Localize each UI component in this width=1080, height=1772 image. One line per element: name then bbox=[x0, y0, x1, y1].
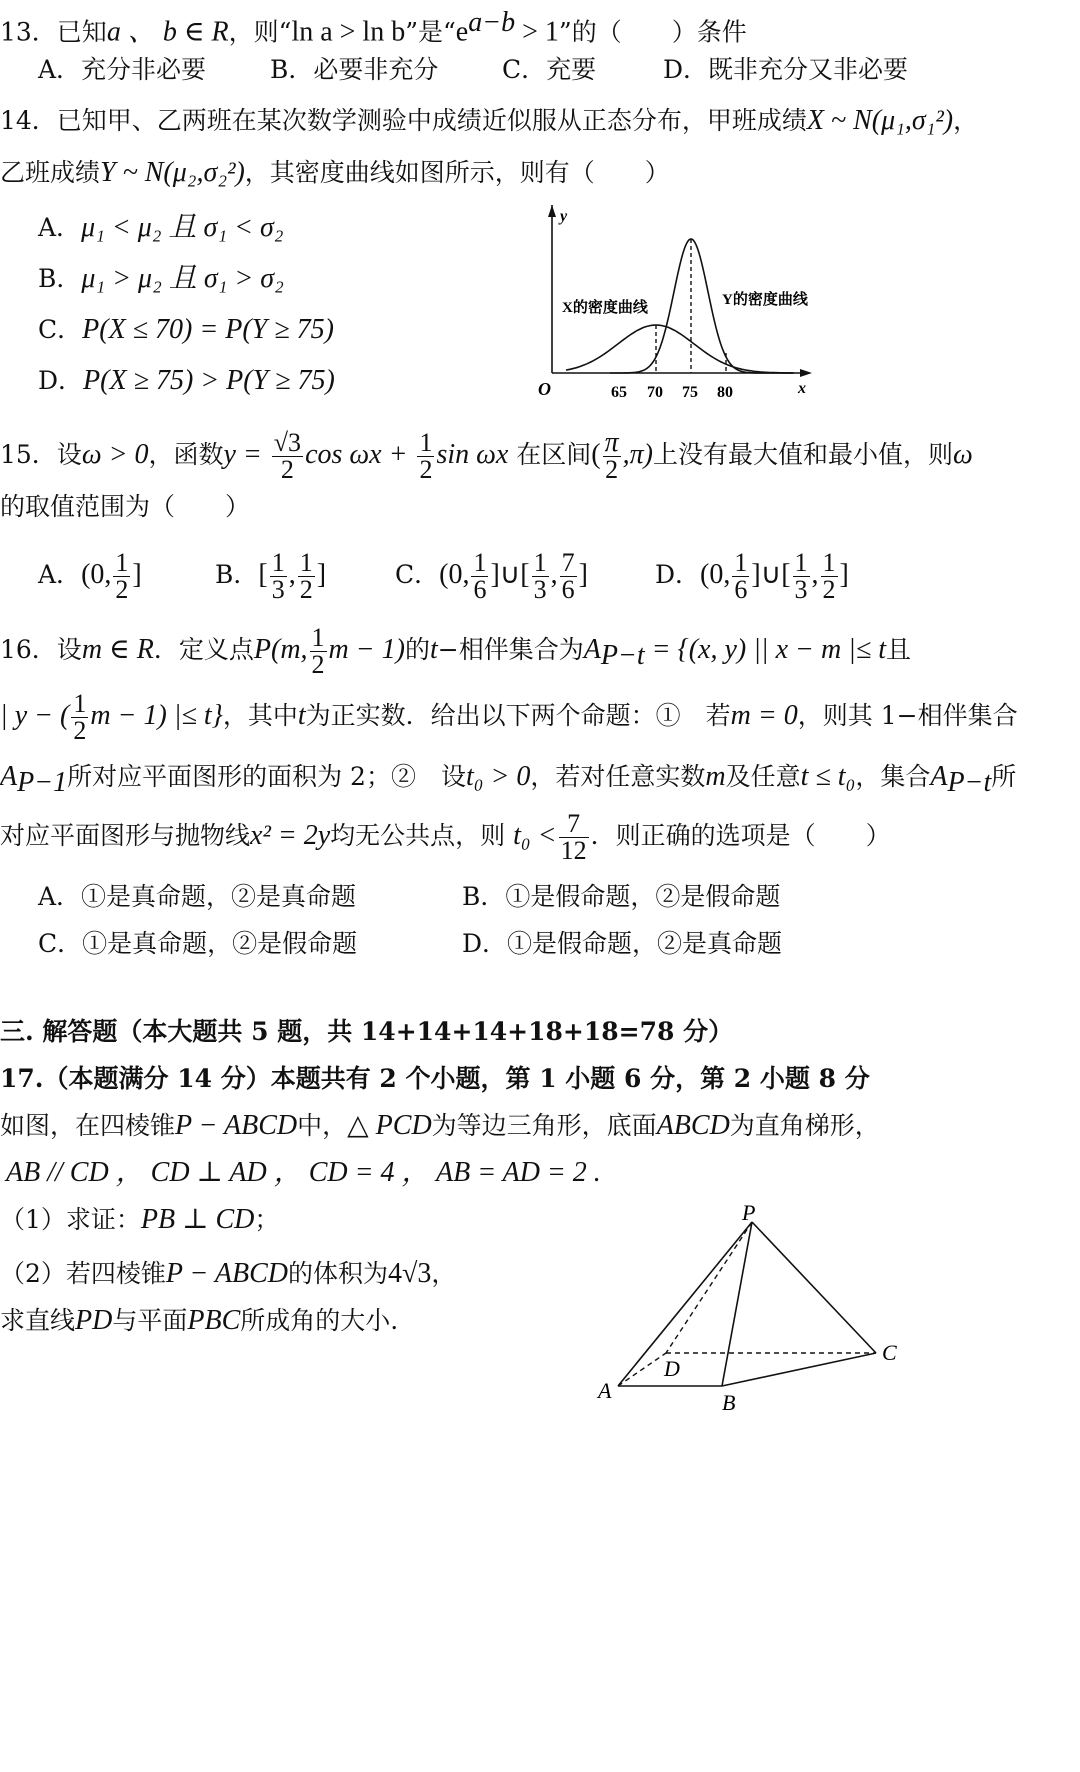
denominator: 2 bbox=[822, 575, 836, 604]
q15-omega: ω bbox=[953, 439, 973, 470]
q15-yeq: y = bbox=[223, 439, 262, 470]
option-frac bbox=[298, 550, 315, 603]
q16-option-b: B．①是假命题，②是假命题 bbox=[462, 882, 781, 911]
numerator: 1 bbox=[311, 623, 325, 652]
denominator: 6 bbox=[561, 575, 575, 604]
x-curve-label: X的密度曲线 bbox=[562, 300, 648, 316]
denominator: 3 bbox=[794, 575, 808, 604]
denominator: 3 bbox=[271, 575, 285, 604]
q16-t: t bbox=[430, 634, 438, 665]
q16-text9: 及任意 bbox=[725, 762, 801, 791]
q14-line2 bbox=[0, 156, 670, 190]
q16-and: 且 bbox=[886, 635, 912, 664]
q16-text8: ，若对任意实数 bbox=[530, 762, 706, 791]
tick-65: 65 bbox=[611, 384, 627, 401]
q17-line-pd: PD bbox=[75, 1305, 113, 1336]
q15-text3: 上没有最大值和最小值，则 bbox=[653, 440, 954, 469]
edge-pd bbox=[666, 1222, 752, 1353]
q15-option-b: B．[ $\frac{1}{3}$ , $\frac{1}{2}$ ] bbox=[215, 548, 327, 604]
q15-option-c: C．(0, $\frac{1}{6}$ ]∪[ $\frac{1}{3}$ , $\frac{7}{6}$ ] bbox=[395, 548, 588, 604]
q13-expr-gt1: > 1 bbox=[515, 16, 559, 48]
q16-line1 bbox=[0, 620, 911, 686]
vertex-c: C bbox=[882, 1340, 897, 1365]
q16-line4 bbox=[0, 806, 891, 866]
q14-text3: ，其密度曲线如图所示，则有（ ） bbox=[244, 158, 670, 187]
numerator: 1 bbox=[73, 689, 87, 718]
q16-text2: 的 bbox=[405, 635, 431, 664]
q14-option-a bbox=[38, 211, 284, 245]
q17-conditions: AB // CD ， CD ⊥ AD ， CD = 4 ， AB = AD = 2 . bbox=[6, 1157, 601, 1188]
q16-set-sub: P−t bbox=[600, 640, 645, 671]
option-label: B． bbox=[38, 264, 82, 293]
denominator: 3 bbox=[533, 575, 547, 604]
vertex-p: P bbox=[742, 1200, 756, 1225]
q15-stem: 15．设ω > 0，函数y = $\frac{√3}{2}$ cos ωx + $\frac{1}{2}$ sin ωx 在区间( $\frac{\pi}{2}$ ,π)上没有最大值和最小值，则ω bbox=[0, 427, 973, 484]
option-label: B． bbox=[215, 560, 259, 589]
q17-p2-end: ， bbox=[431, 1259, 457, 1288]
tick-75: 75 bbox=[682, 384, 698, 401]
q16-point: P(m, bbox=[253, 634, 308, 665]
edge-bc bbox=[722, 1353, 876, 1386]
option-frac bbox=[560, 550, 577, 603]
q16-text4: ，其中 bbox=[222, 701, 298, 730]
q15-text: ，函数 bbox=[148, 440, 224, 469]
q16-m: m ∈ R bbox=[81, 634, 154, 665]
q15-frac-1-2 bbox=[417, 430, 434, 483]
option-expr: P(X ≥ 75) > P(Y ≥ 75) bbox=[83, 365, 335, 396]
option-text: [ bbox=[258, 559, 268, 590]
q16-set-a: A bbox=[0, 761, 18, 792]
q17-base: ABCD bbox=[656, 1110, 730, 1141]
option-label: D． bbox=[38, 366, 84, 395]
q13-number: 13．已知 bbox=[0, 17, 107, 47]
option-expr: P(X ≤ 70) = P(Y ≥ 75) bbox=[82, 314, 334, 345]
numerator: 7 bbox=[561, 548, 575, 577]
q17-p2-volume: 4√3 bbox=[388, 1258, 432, 1289]
q17-p1-end: ； bbox=[254, 1205, 280, 1234]
q16-m0: m = 0 bbox=[730, 700, 798, 731]
option-tail: ] bbox=[316, 559, 327, 590]
q16-line3 bbox=[0, 760, 1016, 800]
q17-p3-text2: 与平面 bbox=[112, 1306, 188, 1335]
vertex-b: B bbox=[722, 1390, 736, 1415]
q17-part1 bbox=[0, 1203, 279, 1237]
option-label: A． bbox=[38, 560, 82, 589]
option-frac bbox=[821, 550, 838, 603]
q13-option-b: B．必要非充分 bbox=[270, 55, 439, 84]
q16-text5: 为正实数．给出以下两个命题：① 若 bbox=[305, 701, 731, 730]
q16-set-a-sub: P−1 bbox=[17, 767, 68, 798]
numerator: 1 bbox=[533, 548, 547, 577]
q14-option-d bbox=[38, 364, 335, 398]
q13-option-d: D．既非充分又非必要 bbox=[663, 55, 909, 84]
numerator: 1 bbox=[115, 548, 129, 577]
option-frac bbox=[270, 550, 287, 603]
option-expr: μ₁ > μ₂ 且 σ₁ > σ₂ bbox=[81, 263, 284, 294]
q17-plane-pbc: PBC bbox=[187, 1305, 241, 1336]
option-expr: μ₁ < μ₂ 且 σ₁ < σ₂ bbox=[81, 212, 284, 243]
origin-label: O bbox=[538, 379, 551, 399]
q15-frac-pi-2 bbox=[603, 427, 621, 484]
q16-option-c: C．①是真命题，②是假命题 bbox=[38, 929, 358, 958]
numerator: 1 bbox=[734, 548, 748, 577]
q16-t0-lt: t₀ < bbox=[513, 820, 557, 851]
vertex-a: A bbox=[598, 1378, 612, 1403]
option-frac bbox=[793, 550, 810, 603]
numerator: 1 bbox=[271, 548, 285, 577]
q16-text10: ，集合 bbox=[855, 762, 931, 791]
q16-set-b-sub: P−t bbox=[947, 767, 992, 798]
q16-text14: ．则正确的选项是（ ） bbox=[590, 821, 891, 850]
x-axis-label: x bbox=[798, 380, 806, 397]
option-union: ]∪[ bbox=[490, 559, 530, 590]
numerator: 1 bbox=[299, 548, 313, 577]
option-frac bbox=[532, 550, 549, 603]
q16-parabola: x² = 2y bbox=[250, 820, 331, 851]
option-tail: ] bbox=[132, 559, 142, 590]
y-axis-label: y bbox=[560, 208, 568, 225]
numerator: 1 bbox=[419, 428, 433, 457]
q17-line2 bbox=[6, 1156, 601, 1190]
q16-point2: m − 1) bbox=[328, 634, 405, 665]
q15-option-d: D．(0, $\frac{1}{6}$ ]∪[ $\frac{1}{3}$ , $\frac{1}{2}$ ] bbox=[655, 548, 849, 604]
q14-density-figure bbox=[530, 205, 820, 405]
q17-pyramid: P − ABCD bbox=[175, 1110, 298, 1141]
q16-text7: 所对应平面图形的面积为 2；② 设 bbox=[67, 762, 466, 791]
q16-t0: t₀ > 0 bbox=[465, 761, 531, 792]
q14-text2: 乙班成绩 bbox=[0, 158, 101, 187]
section3-title: 三. 解答题（本大题共 5 题，共 14+14+14+18+18=78 分） bbox=[0, 1017, 734, 1046]
denominator: 2 bbox=[73, 716, 87, 745]
q16-text: ．定义点 bbox=[153, 635, 254, 664]
numerator: √3 bbox=[273, 428, 302, 457]
q13-expr-e: e bbox=[455, 16, 469, 48]
tick-70: 70 bbox=[647, 384, 663, 401]
q17-p3-text: 求直线 bbox=[0, 1306, 76, 1335]
option-frac bbox=[732, 550, 749, 603]
option-union: ]∪[ bbox=[751, 559, 791, 590]
edge-pb bbox=[722, 1222, 752, 1386]
q15-sin: sin ωx bbox=[436, 439, 509, 470]
q14-option-c bbox=[38, 313, 334, 347]
q17-head: 17.（本题满分 14 分）本题共有 2 个小题，第 1 小题 6 分，第 2 小题 8 分 bbox=[0, 1064, 870, 1093]
numerator: 1 bbox=[794, 548, 808, 577]
denominator: 2 bbox=[280, 455, 294, 484]
q13-option-c: C．充要 bbox=[502, 55, 597, 84]
x-axis-arrow bbox=[800, 369, 812, 377]
q14-option-b bbox=[38, 262, 284, 296]
q17-text: 如图，在四棱锥 bbox=[0, 1111, 176, 1140]
q15-interval: ,π) bbox=[622, 439, 653, 470]
q16-set: A bbox=[583, 634, 601, 665]
q15-cond: ω > 0 bbox=[81, 439, 149, 470]
option-tail: ] bbox=[578, 559, 588, 590]
q16-line2 bbox=[0, 686, 1018, 746]
q13-tail: ”的（ ）条件 bbox=[558, 17, 747, 47]
q17-text3: 为等边三角形，底面 bbox=[431, 1111, 657, 1140]
q17-p3-end: 所成角的大小. bbox=[240, 1306, 399, 1335]
edge-ad bbox=[618, 1353, 666, 1386]
q14-y-dist: Y ~ N(μ₂,σ₂²) bbox=[100, 157, 245, 188]
option-text: (0, bbox=[439, 559, 470, 590]
q16-text3: −相伴集合为 bbox=[437, 635, 584, 664]
q16-frac bbox=[310, 625, 327, 678]
denominator: 2 bbox=[311, 650, 325, 679]
q16-abs: | y − ( bbox=[0, 700, 70, 731]
denominator: 6 bbox=[473, 575, 487, 604]
q15-option-a bbox=[38, 545, 142, 605]
option-label: A． bbox=[38, 213, 82, 242]
q15-text2: 在区间 bbox=[516, 440, 592, 469]
q16-tt0: t ≤ t₀ bbox=[800, 761, 856, 792]
q16-option-d: D．①是假命题，②是真命题 bbox=[462, 929, 783, 958]
q16-frac-7-12 bbox=[559, 811, 589, 864]
q13-stem bbox=[0, 6, 747, 49]
q17-p1-expr: PB ⊥ CD bbox=[140, 1204, 255, 1235]
q17-line1 bbox=[0, 1109, 880, 1143]
q13-expr-ln: ln a > ln b bbox=[291, 16, 406, 48]
denominator: 2 bbox=[115, 575, 129, 604]
q17-p2-expr: P − ABCD bbox=[165, 1258, 289, 1289]
q14-x-dist: X ~ N(μ₁,σ₁²) bbox=[806, 105, 954, 136]
q13-text: ，则“ bbox=[228, 17, 292, 47]
q17-part2 bbox=[0, 1257, 456, 1291]
q17-p2-text: （2）若四棱锥 bbox=[0, 1259, 166, 1288]
y-axis-arrow bbox=[548, 205, 556, 217]
denominator: 2 bbox=[419, 455, 433, 484]
option-label: C． bbox=[395, 560, 440, 589]
numerator: 1 bbox=[473, 548, 487, 577]
q17-text4: 为直角梯形， bbox=[729, 1111, 880, 1140]
q13-vars: a 、 b ∈ R bbox=[106, 16, 229, 48]
q16-text12: 对应平面图形与抛物线 bbox=[0, 821, 251, 850]
q17-text2: 中， bbox=[297, 1111, 348, 1140]
denominator: 6 bbox=[734, 575, 748, 604]
q15-line2: 的取值范围为（ ） bbox=[0, 492, 251, 521]
option-frac bbox=[113, 550, 130, 603]
q16-number: 16．设 bbox=[0, 635, 82, 664]
q17-part2-line2 bbox=[0, 1304, 398, 1338]
q15-number: 15．设 bbox=[0, 440, 82, 469]
q14-text: 14．已知甲、乙两班在某次数学测验中成绩近似服从正态分布，甲班成绩 bbox=[0, 106, 807, 135]
q17-p1-text: （1）求证： bbox=[0, 1205, 141, 1234]
q17-pyramid-figure bbox=[590, 1200, 920, 1430]
option-label: D． bbox=[655, 560, 701, 589]
q16-text13: 均无公共点，则 bbox=[330, 821, 506, 850]
numerator: 1 bbox=[822, 548, 836, 577]
q13-exponent: a−b bbox=[468, 7, 516, 38]
q16-t2: t bbox=[297, 700, 306, 731]
option-text: (0, bbox=[81, 559, 112, 590]
edge-pa bbox=[618, 1222, 752, 1386]
q16-option-a: A．①是真命题，②是真命题 bbox=[38, 882, 357, 911]
q13-text2: ”是“ bbox=[405, 17, 456, 47]
q16-set-def: = {(x, y) || x − m |≤ t bbox=[644, 634, 887, 665]
q13-option-a: A．充分非必要 bbox=[38, 55, 207, 84]
edge-pc bbox=[752, 1222, 876, 1353]
q16-frac2 bbox=[71, 691, 88, 744]
q15-cos: cos ωx + bbox=[305, 439, 408, 470]
q16-m2: m bbox=[705, 761, 726, 792]
q17-p2-text2: 的体积为 bbox=[288, 1259, 389, 1288]
option-tail: ] bbox=[839, 559, 849, 590]
denominator: 2 bbox=[605, 455, 619, 484]
q15-frac-sqrt3-2 bbox=[272, 430, 303, 483]
q14-line1 bbox=[0, 104, 978, 138]
tick-80: 80 bbox=[717, 384, 733, 401]
q16-text11: 所 bbox=[991, 762, 1017, 791]
y-curve-label: Y的密度曲线 bbox=[722, 292, 808, 308]
numerator: 7 bbox=[559, 811, 589, 838]
option-label: C． bbox=[38, 315, 83, 344]
q16-text6: ，则其 1−相伴集合 bbox=[797, 701, 1018, 730]
q14-comma: ， bbox=[953, 106, 979, 135]
option-frac bbox=[471, 550, 488, 603]
x-density-curve bbox=[566, 325, 794, 373]
option-text: (0, bbox=[700, 559, 731, 590]
q16-set-b: A bbox=[930, 761, 948, 792]
denominator: 12 bbox=[560, 836, 587, 865]
q17-triangle: △ PCD bbox=[347, 1110, 432, 1141]
denominator: 2 bbox=[299, 575, 313, 604]
numerator: π bbox=[604, 427, 619, 458]
q16-abs2: m − 1) |≤ t} bbox=[90, 700, 223, 731]
vertex-d: D bbox=[664, 1356, 680, 1381]
